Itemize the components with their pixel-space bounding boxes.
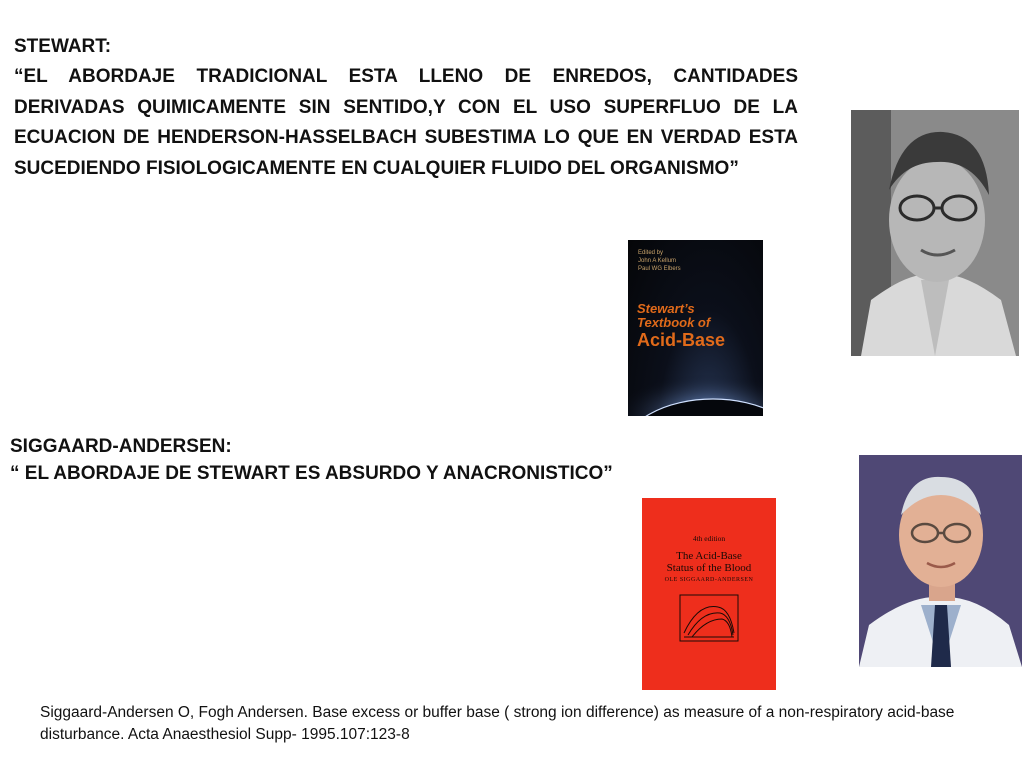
man-with-glasses-image: [851, 110, 1019, 356]
siggaard-quote: “ EL ABORDAJE DE STEWART ES ABSURDO Y ANACRONISTICO”: [10, 463, 613, 484]
citation-reference: Siggaard-Andersen O, Fogh Andersen. Base excess or buffer base ( strong ion difference) as measure of a non-respiratory acid-base disturbance. Acta Anaesthesiol Supp- 1995.107:123-8: [40, 704, 955, 743]
stewart-heading: STEWART:: [14, 36, 112, 57]
stewart-book-title: [637, 302, 725, 350]
stewart-quote: “EL ABORDAJE TRADICIONAL ESTA LLENO DE ENREDOS, CANTIDADES DERIVADAS QUIMICAMENTE SIN SENTIDO,Y CON EL USO SUPERFLUO DE LA ECUACION DE HENDERSON-HASSELBACH SUBESTIMA LO QUE EN VERDAD ESTA SUCEDIENDO FISIOLOGICAMENTE EN CUALQUIER FLUIDO DEL ORGANISMO”: [14, 66, 798, 179]
editor-name: John A Kellum: [638, 258, 677, 264]
man-in-white-coat-image: [859, 455, 1022, 667]
siggaard-book-title: [642, 550, 776, 574]
title-line: Status of the Blood: [666, 562, 752, 574]
stewart-book-editors: [638, 249, 681, 273]
stewart-portrait-photo: [851, 110, 1019, 356]
siggaard-book-cover: [642, 498, 776, 690]
siggaard-heading: SIGGAARD-ANDERSEN:: [10, 436, 232, 457]
editors-label: Edited by: [638, 250, 664, 256]
title-line: Acid-Base: [637, 330, 726, 350]
title-line: The Acid-Base: [676, 550, 742, 562]
book-edition: 4th edition: [692, 534, 726, 543]
editor-name: Paul WG Elbers: [638, 266, 681, 272]
title-line: Textbook of: [637, 315, 711, 330]
book-author: OLE SIGGAARD-ANDERSEN: [664, 577, 754, 583]
planet-horizon-graphic: [628, 356, 763, 416]
stewart-textbook-cover: [628, 240, 763, 416]
acid-base-nomogram-graphic: [678, 593, 740, 645]
siggaard-portrait-photo: [859, 455, 1022, 667]
title-line: Stewart’s: [637, 301, 695, 316]
